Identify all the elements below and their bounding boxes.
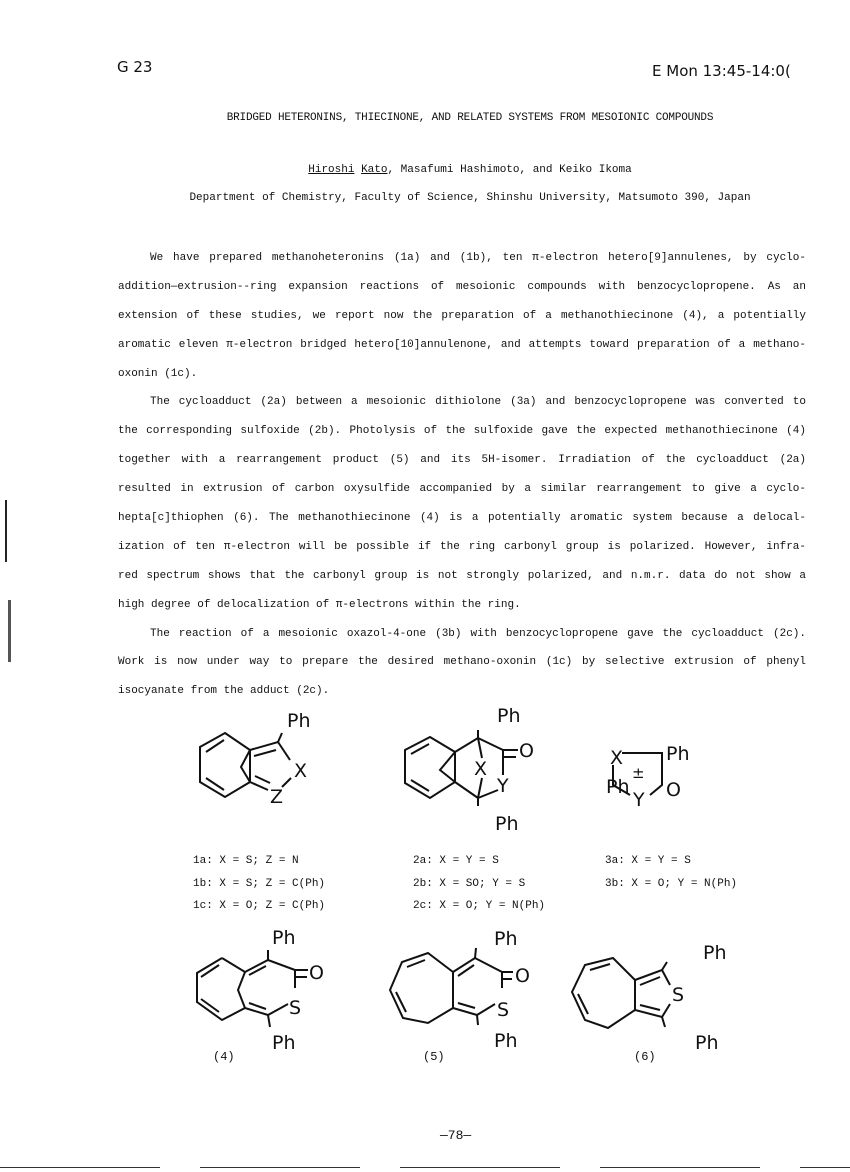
ph-label: Ph bbox=[497, 705, 521, 727]
body-line: extension of these studies, we report now the preparation of a methanothiecinone (4), a potentially bbox=[118, 309, 806, 322]
x-label: X bbox=[474, 758, 488, 780]
affiliation: Department of Chemistry, Faculty of Science, Shinshu University, Matsumoto 390, Japan bbox=[189, 192, 751, 204]
x-label: X bbox=[610, 747, 624, 769]
s-label: S bbox=[289, 997, 302, 1019]
body-line: resulted in extrusion of carbon oxysulfide accompanied by a similar rearrangement to give a cyclo- bbox=[118, 483, 806, 496]
structure-6 bbox=[572, 958, 670, 1028]
charge-label: ± bbox=[632, 764, 645, 782]
ph-label: Ph bbox=[287, 710, 311, 732]
ph-label: Ph bbox=[494, 1030, 518, 1052]
page-number: —78— bbox=[440, 1128, 472, 1143]
ph-label: Ph bbox=[606, 776, 630, 798]
author-family: Kato bbox=[361, 164, 388, 176]
body-line: ization of ten π-electron will be possible if the ring carbonyl group is polarized. However, infra- bbox=[118, 540, 806, 553]
legend-item: 3a: X = Y = S bbox=[605, 855, 691, 867]
o-label: O bbox=[666, 779, 681, 801]
body-line: red spectrum shows that the carbonyl group is not strongly polarized, and n.m.r. data do not show a bbox=[118, 569, 806, 582]
s-label: S bbox=[672, 984, 685, 1006]
scan-artifact bbox=[0, 1167, 850, 1168]
body-line: addition—extrusion--ring expansion reactions of mesoionic compounds with benzocyclopropene. As an bbox=[118, 280, 806, 293]
legend-item: 1b: X = S; Z = C(Ph) bbox=[193, 877, 326, 890]
body-line: high degree of delocalization of π-electrons within the ring. bbox=[118, 598, 521, 611]
o-label: O bbox=[519, 740, 534, 762]
z-label: Z bbox=[270, 786, 284, 808]
compound-label: (4) bbox=[213, 1050, 235, 1064]
compound-label: (6) bbox=[634, 1050, 656, 1064]
body-line: The reaction of a mesoionic oxazol-4-one (3b) with benzocyclopropene gave the cycloadduct (2c). bbox=[150, 627, 806, 640]
body-line: together with a rearrangement product (5) and its 5H-isomer. Irradiation of the cycloadduct (2a) bbox=[118, 454, 806, 467]
ph-label: Ph bbox=[495, 813, 519, 835]
author-given: Hiroshi bbox=[308, 164, 355, 176]
session-code: G 23 bbox=[117, 58, 153, 76]
ph-label: Ph bbox=[666, 743, 690, 765]
ph-label: Ph bbox=[703, 942, 727, 964]
ph-label: Ph bbox=[695, 1032, 719, 1054]
compound-label: (5) bbox=[423, 1050, 445, 1064]
legend-item: 3b: X = O; Y = N(Ph) bbox=[605, 877, 738, 890]
legend-item: 2b: X = SO; Y = S bbox=[413, 877, 526, 890]
legend-item: 1c: X = O; Z = C(Ph) bbox=[193, 900, 326, 912]
scan-artifact bbox=[8, 600, 11, 662]
body-line: hepta[c]thiophen (6). The methanothiecinone (4) is a potentially aromatic system because a delocal- bbox=[118, 512, 806, 525]
scan-artifact bbox=[5, 500, 7, 562]
legend-item: 1a: X = S; Z = N bbox=[193, 855, 299, 867]
y-label: Y bbox=[497, 775, 509, 797]
o-label: O bbox=[515, 965, 530, 987]
body-line: the corresponding sulfoxide (2b). Photolysis of the sulfoxide gave the expected methanothiecinone (4) bbox=[118, 425, 806, 438]
ph-label: Ph bbox=[494, 928, 518, 950]
legend-col-2 bbox=[413, 850, 545, 918]
x-label: X bbox=[294, 760, 308, 782]
legend-col-1 bbox=[193, 850, 325, 918]
body-line: oxonin (1c). bbox=[118, 367, 198, 380]
body-line: Work is now under way to prepare the desired methano-oxonin (1c) by selective extrusion of phenyl bbox=[118, 656, 806, 669]
ph-label: Ph bbox=[272, 927, 296, 949]
body-line: We have prepared methanoheteronins (1a) and (1b), ten π-electron hetero[9]annulenes, by cyclo- bbox=[150, 252, 806, 264]
legend-item: 2c: X = O; Y = N(Ph) bbox=[413, 900, 546, 912]
ph-label: Ph bbox=[272, 1032, 296, 1054]
session-schedule: E Mon 13:45-14:0( bbox=[652, 62, 791, 80]
body-line: The cycloadduct (2a) between a mesoionic dithiolone (3a) and benzocyclopropene was converted to bbox=[150, 396, 806, 409]
structure-5 bbox=[390, 948, 513, 1025]
y-label: Y bbox=[633, 789, 645, 811]
paper-title: BRIDGED HETERONINS, THIECINONE, AND RELATED SYSTEMS FROM MESOIONIC COMPOUNDS bbox=[226, 112, 714, 124]
legend-col-3 bbox=[605, 850, 737, 895]
co-authors: , Masafumi Hashimoto, and Keiko Ikoma bbox=[387, 164, 632, 176]
s-label: S bbox=[497, 999, 510, 1021]
body-line: isocyanate from the adduct (2c). bbox=[118, 685, 330, 698]
body-line: aromatic eleven π-electron bridged hetero[10]annulenone, and attempts toward preparation of a methano- bbox=[118, 338, 806, 351]
legend-item: 2a: X = Y = S bbox=[413, 855, 499, 867]
o-label: O bbox=[309, 962, 324, 984]
